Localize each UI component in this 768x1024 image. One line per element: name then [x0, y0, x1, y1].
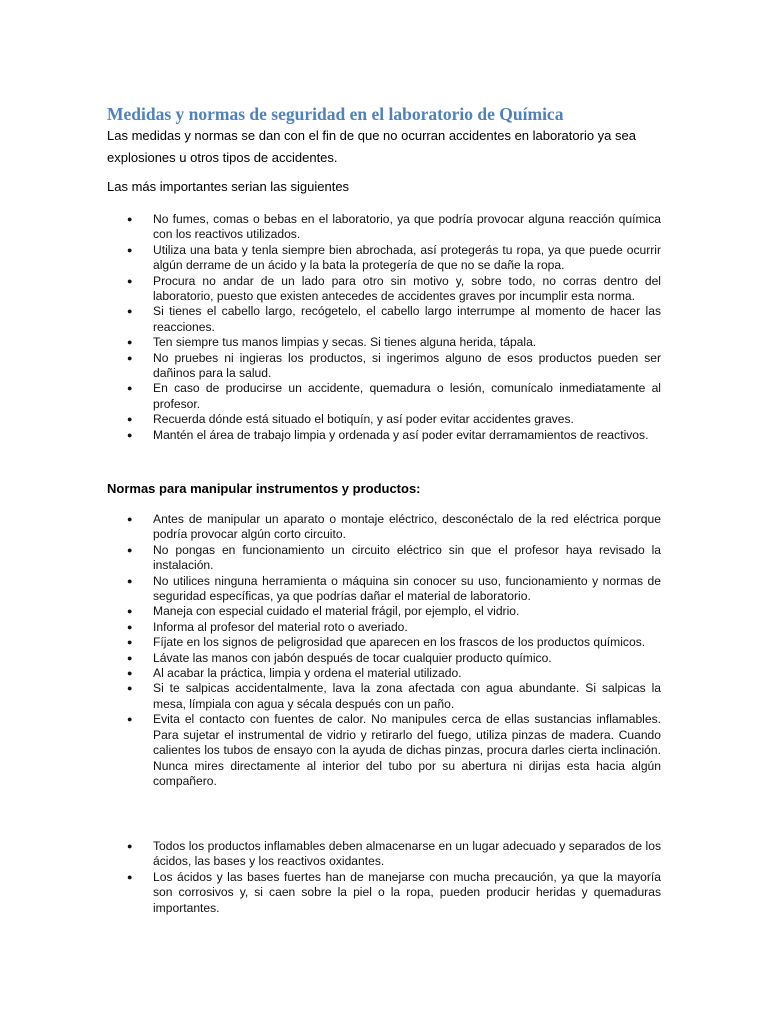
bullet-icon: ●: [127, 544, 133, 555]
section-heading-important: Las más importantes serian las siguientes: [107, 179, 350, 194]
list-item: [127, 870, 661, 916]
bullet-icon: ●: [127, 337, 133, 348]
bullet-icon: ●: [127, 652, 133, 663]
list-item: [127, 666, 661, 681]
document-title: Medidas y normas de seguridad en el laboratorio de Química: [107, 104, 564, 124]
list-item-text: En caso de producirse un accidente, quemadura o lesión, comunícalo inmediatamente al profesor.: [153, 381, 661, 411]
list-item: [127, 543, 661, 574]
bullet-icon: ●: [127, 429, 133, 440]
list-item-text: Procura no andar de un lado para otro sin motivo y, sobre todo, no corras dentro del laboratorio, puesto que existen antecedes de accidentes graves por incumplir esta norma.: [153, 273, 661, 304]
list-item-text: No pongas en funcionamiento un circuito eléctrico sin que el profesor haya revisado la instalación.: [153, 542, 661, 573]
list-item: [127, 604, 661, 619]
list-item-text: Al acabar la práctica, limpia y ordena el material utilizado.: [153, 666, 462, 681]
bullet-icon: ●: [127, 668, 133, 679]
list-item-text: Lávate las manos con jabón después de tocar cualquier producto químico.: [153, 650, 552, 665]
list-item-text: Maneja con especial cuidado el material frágil, por ejemplo, el vidrio.: [153, 604, 520, 619]
bullet-icon: ●: [127, 306, 133, 317]
instrument-rules-list: [127, 512, 661, 789]
list-item: [127, 351, 661, 382]
list-item: [127, 574, 661, 605]
list-item-text: No fumes, comas o bebas en el laboratorio, ya que podría provocar alguna reacción química con los reactivos utilizados.: [153, 212, 661, 242]
bullet-icon: ●: [127, 714, 133, 725]
list-item: [127, 512, 661, 543]
bullet-icon: ●: [127, 683, 133, 694]
list-item-text: Ten siempre tus manos limpias y secas. Si tienes alguna herida, tápala.: [153, 335, 537, 350]
list-item-text: Todos los productos inflamables deben almacenarse en un lugar adecuado y separados de los ácidos, las bases y los reactivos oxidantes.: [153, 839, 661, 869]
intro-paragraph: Las medidas y normas se dan con el fin de que no ocurran accidentes en laboratorio ya sea explosiones u otros tipos de accidentes.: [107, 128, 636, 165]
bullet-icon: ●: [127, 214, 133, 224]
bullet-icon: ●: [127, 414, 133, 425]
list-item: [127, 839, 661, 870]
list-item: [127, 335, 661, 350]
bullet-icon: ●: [127, 871, 133, 882]
list-item: [127, 274, 661, 305]
chemical-storage-list: [127, 839, 661, 916]
bullet-icon: ●: [127, 606, 133, 617]
bullet-icon: ●: [127, 244, 133, 255]
list-item-text: Utiliza una bata y tenla siempre bien abrochada, así protegerás tu ropa, ya que puede ocurrir algún derrame de un ácido y la bata la protegería de que no se dañe la ropa.: [153, 242, 661, 273]
list-item-text: Recuerda dónde está situado el botiquín, y así poder evitar accidentes graves.: [153, 412, 574, 427]
list-item-text: Mantén el área de trabajo limpia y ordenada y así poder evitar derramamientos de reactivos.: [153, 427, 649, 442]
list-item: [127, 635, 661, 650]
bullet-icon: ●: [127, 275, 133, 286]
list-item: [127, 243, 661, 274]
bullet-icon: ●: [127, 841, 133, 851]
list-item: [127, 212, 661, 243]
safety-rules-list: [127, 212, 661, 443]
list-item: [127, 381, 661, 412]
list-item-text: Si te salpicas accidentalmente, lava la zona afectada con agua abundante. Si salpicas la mesa, límpiala con agua y sécala después con un paño.: [153, 681, 661, 711]
bullet-icon: ●: [127, 637, 133, 648]
list-item: [127, 651, 661, 666]
list-item: [127, 304, 661, 335]
list-item: [127, 428, 661, 443]
list-item-text: Los ácidos y las bases fuertes han de manejarse con mucha precaución, ya que la mayoría son corrosivos y, si caen sobre la piel o la ropa, pueden producir heridas y quemaduras importantes.: [153, 869, 661, 915]
section-heading-instruments: Normas para manipular instrumentos y productos:: [107, 481, 421, 496]
bullet-icon: ●: [127, 514, 133, 524]
list-item-text: No pruebes ni ingieras los productos, si ingerimos alguno de esos productos pueden ser dañinos para la salud.: [153, 350, 661, 381]
list-item: [127, 681, 661, 712]
list-item-text: Informa al profesor del material roto o averiado.: [153, 619, 408, 634]
list-item-text: No utilices ninguna herramienta o máquina sin conocer su uso, funcionamiento y normas de seguridad específicas, ya que podrías dañar el material de laboratorio.: [153, 573, 661, 604]
bullet-icon: ●: [127, 621, 133, 632]
list-item: [127, 620, 661, 635]
list-item-text: Antes de manipular un aparato o montaje eléctrico, desconéctalo de la red eléctrica porque podría provocar algún corto circuito.: [153, 512, 661, 542]
list-item: [127, 712, 661, 789]
list-item: [127, 412, 661, 427]
bullet-icon: ●: [127, 575, 133, 586]
bullet-icon: ●: [127, 383, 133, 394]
bullet-icon: ●: [127, 352, 133, 363]
list-item-text: Fíjate en los signos de peligrosidad que aparecen en los frascos de los productos químicos.: [153, 635, 646, 650]
list-item-text: Si tienes el cabello largo, recógetelo, el cabello largo interrumpe al momento de hacer las reacciones.: [153, 304, 661, 334]
list-item-text: Evita el contacto con fuentes de calor. No manipules cerca de ellas sustancias inflamables. Para sujetar el instrumental de vidrio y retirarlo del fuego, utiliza pinzas de madera. Cuando calientes los tubos de ensayo con la ayuda de dichas pinzas, procura darles cierta inclinación. Nunca mires directamente al interior del tubo por su abertura ni dirijas esta hacia algún compañero.: [153, 712, 661, 788]
